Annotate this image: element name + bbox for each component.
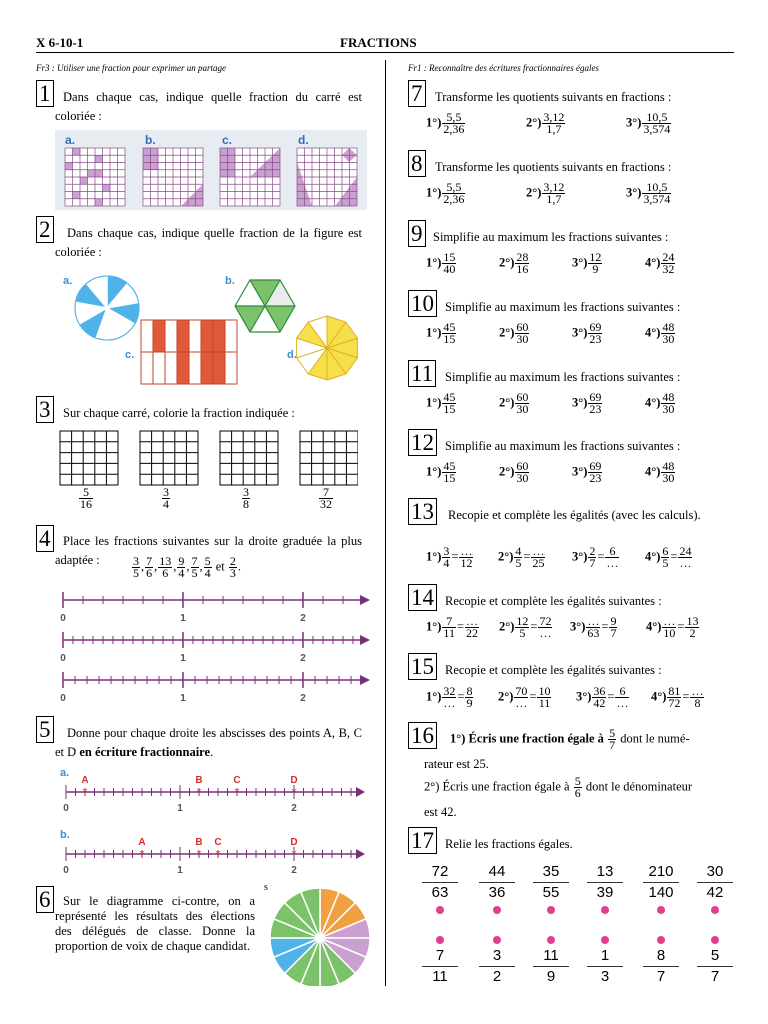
tick-label: 1 xyxy=(177,865,183,876)
arrow-head xyxy=(360,675,370,685)
exercise-number: 12 xyxy=(408,429,437,456)
top-fraction: 35 55 xyxy=(533,862,569,903)
ex16-part2-cont: est 42. xyxy=(424,805,457,819)
connection-dot[interactable] xyxy=(601,936,609,944)
arrow-head xyxy=(360,595,370,605)
fraction-7-32: $\frac{7}{32}$ xyxy=(320,485,332,511)
column-divider xyxy=(385,60,386,986)
line-label: b. xyxy=(60,829,70,841)
point-marker: * xyxy=(215,848,221,861)
tick-label: 2 xyxy=(300,613,306,624)
label-d: d. xyxy=(298,133,309,147)
doc-code: X 6-10-1 xyxy=(36,35,84,50)
ex4-fraction-list: $\frac{3}{5}$ , $\frac{7}{6}$ , $\frac{13}{6}$ , $\frac{9}{4}$ , $\frac{7}{5}$ , $\frac{5}{4}$ et $\frac{2}{3}$ . xyxy=(133,554,242,580)
tick-label: 2 xyxy=(291,865,297,876)
tick-label: 1 xyxy=(180,613,186,624)
ex16-part1: 1°) Écris une fraction égale à $\frac{5}{7}$ dont le numé- xyxy=(450,726,690,752)
exercise-text: Donne pour chaque droite les abscisses des points A, B, C et D en écriture fractionnaire. xyxy=(55,726,362,759)
exercise-number: 14 xyxy=(408,584,437,611)
fraction-3-4: $\frac{3}{4}$ xyxy=(163,485,169,511)
point-marker: * xyxy=(196,786,202,799)
exercise-text: Sur chaque carré, colorie la fraction indiquée : xyxy=(63,406,295,420)
cropped-char: s xyxy=(264,882,268,893)
connection-dot[interactable] xyxy=(601,906,609,914)
point-label: C xyxy=(233,775,241,786)
decagon-d xyxy=(297,316,358,380)
exercise-text: Dans chaque cas, indique quelle fraction du carré est coloriée : xyxy=(55,90,362,123)
exercise-number: 9 xyxy=(408,220,426,247)
point-marker: * xyxy=(196,848,202,861)
point-label: A xyxy=(81,775,89,786)
exercise-text: Simplifie au maximum les fractions suivantes : xyxy=(433,230,669,244)
bottom-fraction: 3 2 xyxy=(479,946,515,987)
fraction-5-16: $\frac{5}{16}$ xyxy=(80,485,92,511)
top-fraction: 30 42 xyxy=(697,862,733,903)
point-label: D xyxy=(290,775,298,786)
exercise-number: 11 xyxy=(408,360,436,387)
square-d xyxy=(297,148,357,206)
bottom-fraction: 8 7 xyxy=(643,946,679,987)
connection-dot[interactable] xyxy=(547,906,555,914)
arrow-head xyxy=(356,787,365,797)
point-marker: * xyxy=(234,786,240,799)
label-b: b. xyxy=(145,133,156,147)
point-label: D xyxy=(290,837,298,848)
label-b: b. xyxy=(225,275,235,287)
line-label: a. xyxy=(60,767,70,779)
square-c xyxy=(220,148,280,206)
tick-label: 0 xyxy=(60,693,66,704)
tick-label: 1 xyxy=(180,693,186,704)
exercise-number: 7 xyxy=(408,80,426,107)
connection-dot[interactable] xyxy=(711,936,719,944)
ex16-part1-cont: rateur est 25. xyxy=(424,757,489,771)
point-label: B xyxy=(195,775,203,786)
hexagon-b xyxy=(235,280,295,332)
connection-dot[interactable] xyxy=(493,936,501,944)
exercise-number: 15 xyxy=(408,653,437,680)
exercise-number: 13 xyxy=(408,498,437,525)
square-b xyxy=(143,148,203,206)
exercise-number: 10 xyxy=(408,290,437,317)
exercise-text: Relie les fractions égales. xyxy=(445,837,573,851)
exercise-text: Recopie et complète les égalités (avec les calculs). xyxy=(448,508,701,522)
arrow-head xyxy=(360,635,370,645)
point-marker: * xyxy=(139,848,145,861)
point-marker: * xyxy=(82,786,88,799)
label-c: c. xyxy=(125,349,135,361)
exercise-text: Recopie et complète les égalités suivantes : xyxy=(445,594,662,608)
exercise-number: 6 xyxy=(36,886,54,913)
point-label: C xyxy=(214,837,222,848)
tick-label: 1 xyxy=(177,803,183,814)
point-marker: * xyxy=(291,786,297,799)
exercise-number: 5 xyxy=(36,716,54,743)
exercise-text: Recopie et complète les égalités suivantes : xyxy=(445,663,662,677)
exercise-text: Transforme les quotients suivants en fractions : xyxy=(435,90,672,104)
tick-label: 0 xyxy=(63,803,69,814)
exercise-number: 17 xyxy=(408,827,437,854)
exercise-text: Simplifie au maximum les fractions suivantes : xyxy=(445,439,681,453)
bottom-fraction: 1 3 xyxy=(587,946,623,987)
ex16-part2: 2°) Écris une fraction égale à $\frac{5}{6}$ dont le dénominateur xyxy=(424,774,693,800)
exercise-number: 16 xyxy=(408,722,437,749)
arrow-head xyxy=(356,849,365,859)
header-rule xyxy=(36,52,734,53)
label-c: c. xyxy=(222,133,233,147)
connection-dot[interactable] xyxy=(657,936,665,944)
tick-label: 1 xyxy=(180,653,186,664)
ex1-squares-figure xyxy=(55,130,367,210)
square-a xyxy=(65,148,125,206)
ex2-shapes-figure xyxy=(55,270,367,390)
tick-label: 2 xyxy=(300,653,306,664)
right-subtitle: Fr1 : Reconnaître des écritures fractionnaires égales xyxy=(408,63,599,73)
tick-label: 2 xyxy=(291,803,297,814)
bottom-fraction: 7 11 xyxy=(422,946,458,987)
exercise-number: 1 xyxy=(36,80,54,107)
top-fraction: 210 140 xyxy=(643,862,679,903)
ex17-matching-area xyxy=(410,862,740,987)
top-fraction: 44 36 xyxy=(479,862,515,903)
doc-title: FRACTIONS xyxy=(340,35,417,50)
ex6-pie-chart xyxy=(268,886,378,986)
exercise-number: 8 xyxy=(408,150,426,177)
tick-label: 0 xyxy=(60,653,66,664)
exercise-text: Dans chaque cas, indique quelle fraction de la figure est coloriée : xyxy=(55,226,362,259)
circle-a xyxy=(75,276,139,340)
tick-label: 0 xyxy=(63,865,69,876)
point-label: A xyxy=(138,837,146,848)
connection-dot[interactable] xyxy=(436,906,444,914)
connection-dot[interactable] xyxy=(436,936,444,944)
connection-dot[interactable] xyxy=(711,906,719,914)
exercise-text: Simplifie au maximum les fractions suivantes : xyxy=(445,370,681,384)
exercise-number: 2 xyxy=(36,216,54,243)
bottom-fraction: 11 9 xyxy=(533,946,569,987)
fraction-3-8: $\frac{3}{8}$ xyxy=(243,485,249,511)
left-subtitle: Fr3 : Utiliser une fraction pour exprimer un partage xyxy=(36,63,226,73)
exercise-text: Sur le diagramme ci-contre, on a représenté les résultats des élections des délégués de classe. Donne la proportion de voix de chaque candidat. xyxy=(55,894,255,953)
ex5-number-lines xyxy=(58,763,368,878)
rectangle-c xyxy=(141,320,237,384)
label-a: a. xyxy=(65,133,76,147)
exercise-text: Transforme les quotients suivants en fractions : xyxy=(435,160,672,174)
ex3-grids xyxy=(58,429,358,489)
top-fraction: 72 63 xyxy=(422,862,458,903)
point-marker: * xyxy=(291,848,297,861)
tick-label: 0 xyxy=(60,613,66,624)
connection-dot[interactable] xyxy=(657,906,665,914)
tick-label: 2 xyxy=(300,693,306,704)
top-fraction: 13 39 xyxy=(587,862,623,903)
exercise-number: 4 xyxy=(36,525,54,552)
exercise-number: 3 xyxy=(36,396,54,423)
exercise-text: Simplifie au maximum les fractions suivantes : xyxy=(445,300,681,314)
label-a: a. xyxy=(63,275,73,287)
connection-dot[interactable] xyxy=(547,936,555,944)
ex4-number-lines xyxy=(55,590,375,715)
label-d: d. xyxy=(287,349,297,361)
point-label: B xyxy=(195,837,203,848)
bottom-fraction: 5 7 xyxy=(697,946,733,987)
exercise-text: Place les fractions suivantes sur la droite graduée la plus adaptée : xyxy=(55,534,362,567)
connection-dot[interactable] xyxy=(493,906,501,914)
